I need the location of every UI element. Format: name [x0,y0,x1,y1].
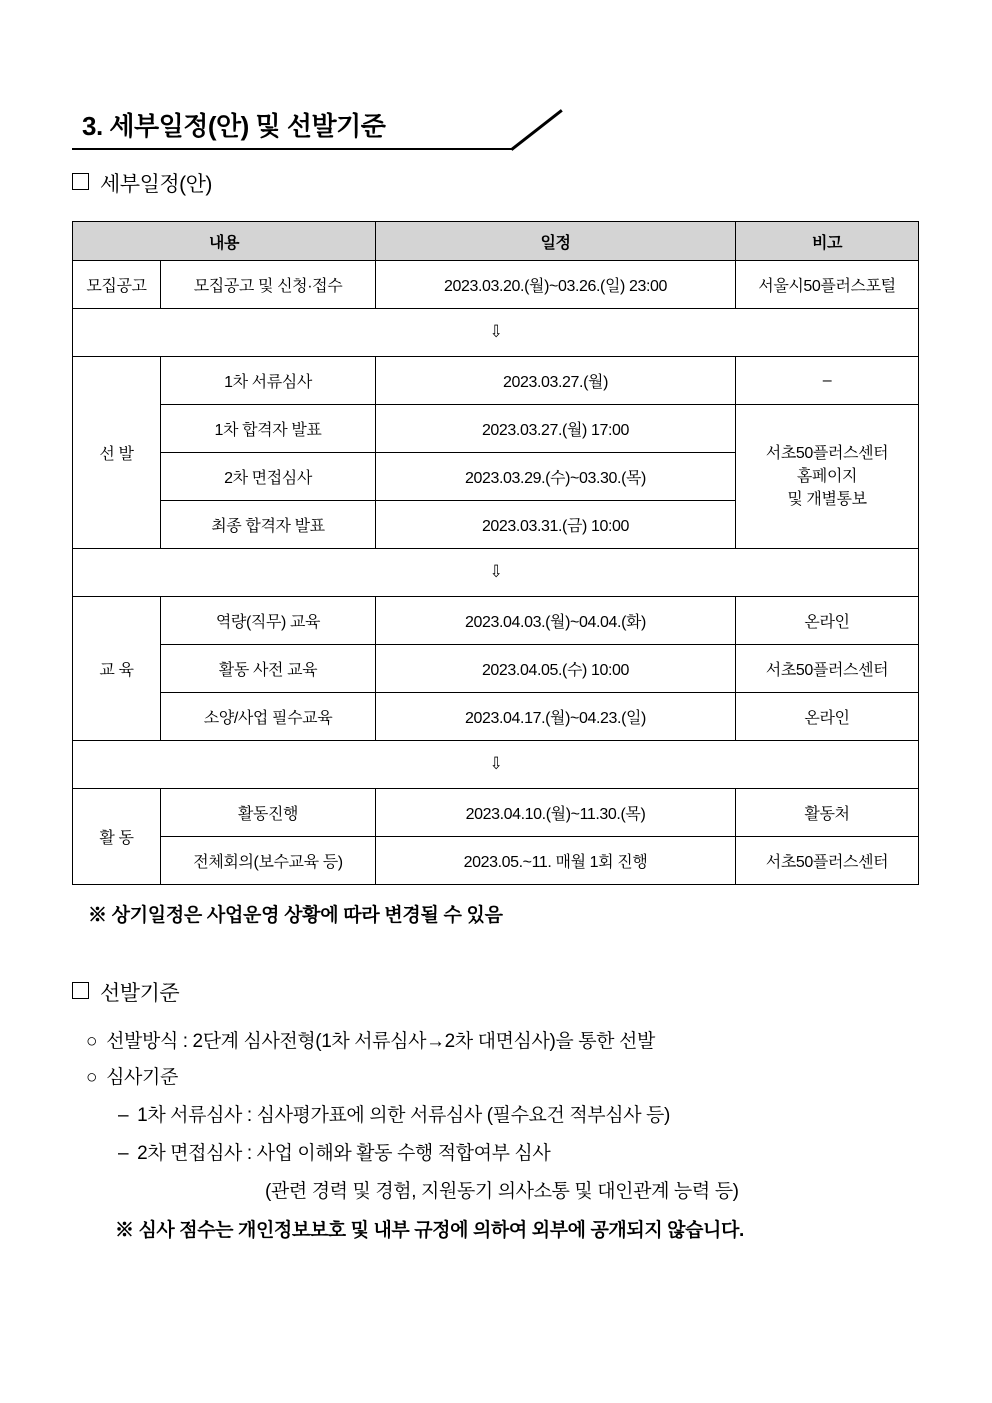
section-heading-title: 3. 세부일정(안) 및 선발기준 [82,111,386,141]
criteria-subitem-document-text: 1차 서류심사 : 심사평가표에 의한 서류심사 (필수요건 적부심사 등) [137,1105,670,1126]
row-date: 2023.03.27.(월) [376,357,736,405]
score-note: ※ 심사 점수는 개인정보보호 및 내부 규정에 의하여 외부에 공개되지 않습니다. [115,1220,744,1241]
arrow-cell [73,309,919,357]
criteria-subitem-interview-text: 2차 면접심사 : 사업 이해와 활동 수행 적합여부 심사 [137,1143,551,1164]
header-schedule: 일정 [376,222,736,261]
table-row [73,405,919,453]
row-date: 2023.04.05.(수) 10:00 [376,645,736,693]
row-note: 서초50플러스센터 [736,837,919,885]
row-item: 전체회의(보수교육 등) [161,837,376,885]
row-item: 1차 합격자 발표 [161,405,376,453]
row-note-selection: 서초50플러스센터 홈페이지 및 개별통보 [736,405,919,549]
dash-bullet-icon: – [118,1143,129,1164]
header-content: 내용 [73,222,376,261]
square-bullet-icon [72,982,89,999]
row-note: 서울시50플러스포털 [736,261,919,309]
square-bullet-icon [72,173,89,190]
criteria-item-standard [86,1062,178,1089]
row-date: 2023.04.17.(월)~04.23.(일) [376,693,736,741]
dash-bullet-icon: – [118,1105,129,1126]
table-row [73,837,919,885]
row-item: 활동 사전 교육 [161,645,376,693]
group-label-selection: 선 발 [73,357,161,549]
row-date: 2023.04.10.(월)~11.30.(목) [376,789,736,837]
row-note: 활동처 [736,789,919,837]
arrow-row [73,741,919,789]
group-label-activity: 활 동 [73,789,161,885]
criteria-item-method [86,1026,655,1053]
table-header-row [73,222,919,261]
table-row [73,261,919,309]
down-arrow-icon: ⇩ [489,562,502,581]
table-row [73,597,919,645]
subheading-criteria-label: 선발기준 [100,982,180,1005]
arrow-cell [73,741,919,789]
arrow-row [73,309,919,357]
header-note: 비고 [736,222,919,261]
arrow-row [73,549,919,597]
circle-bullet-icon: ○ [86,1031,98,1052]
criteria-item-method-text: 선발방식 : 2단계 심사전형(1차 서류심사→2차 대면심사)을 통한 선발 [106,1031,655,1052]
criteria-subitem-document [118,1100,670,1127]
row-note: 온라인 [736,597,919,645]
row-item: 모집공고 및 신청·접수 [161,261,376,309]
criteria-subitem-interview [118,1138,550,1165]
row-item: 역량(직무) 교육 [161,597,376,645]
row-note: – [736,357,919,405]
table-row [73,789,919,837]
down-arrow-icon: ⇩ [489,754,502,773]
row-date: 2023.03.29.(수)~03.30.(목) [376,453,736,501]
table-row [73,357,919,405]
down-arrow-icon: ⇩ [489,322,502,341]
row-date: 2023.05.~11. 매월 1회 진행 [376,837,736,885]
row-item: 1차 서류심사 [161,357,376,405]
group-label-recruit: 모집공고 [73,261,161,309]
row-date: 2023.03.27.(월) 17:00 [376,405,736,453]
row-item: 소양/사업 필수교육 [161,693,376,741]
row-date: 2023.03.20.(월)~03.26.(일) 23:00 [376,261,736,309]
row-item: 최종 합격자 발표 [161,501,376,549]
schedule-table [72,221,919,885]
schedule-note: ※ 상기일정은 사업운영 상황에 따라 변경될 수 있음 [88,905,503,926]
subheading-schedule-label: 세부일정(안) [100,173,212,196]
table-row [73,693,919,741]
row-note: 온라인 [736,693,919,741]
row-item: 활동진행 [161,789,376,837]
row-date: 2023.03.31.(금) 10:00 [376,501,736,549]
table-row [73,645,919,693]
row-item: 2차 면접심사 [161,453,376,501]
criteria-subitem-interview-detail-text: (관련 경력 및 경험, 지원동기 의사소통 및 대인관계 능력 등) [265,1181,739,1202]
subheading-schedule [72,168,212,198]
subheading-criteria [72,977,179,1007]
section-heading [72,100,522,150]
row-note: 서초50플러스센터 [736,645,919,693]
criteria-item-standard-text: 심사기준 [106,1067,178,1088]
criteria-subitem-interview-detail [265,1176,739,1203]
arrow-cell [73,549,919,597]
group-label-education: 교 육 [73,597,161,741]
row-date: 2023.04.03.(월)~04.04.(화) [376,597,736,645]
circle-bullet-icon: ○ [86,1067,98,1088]
